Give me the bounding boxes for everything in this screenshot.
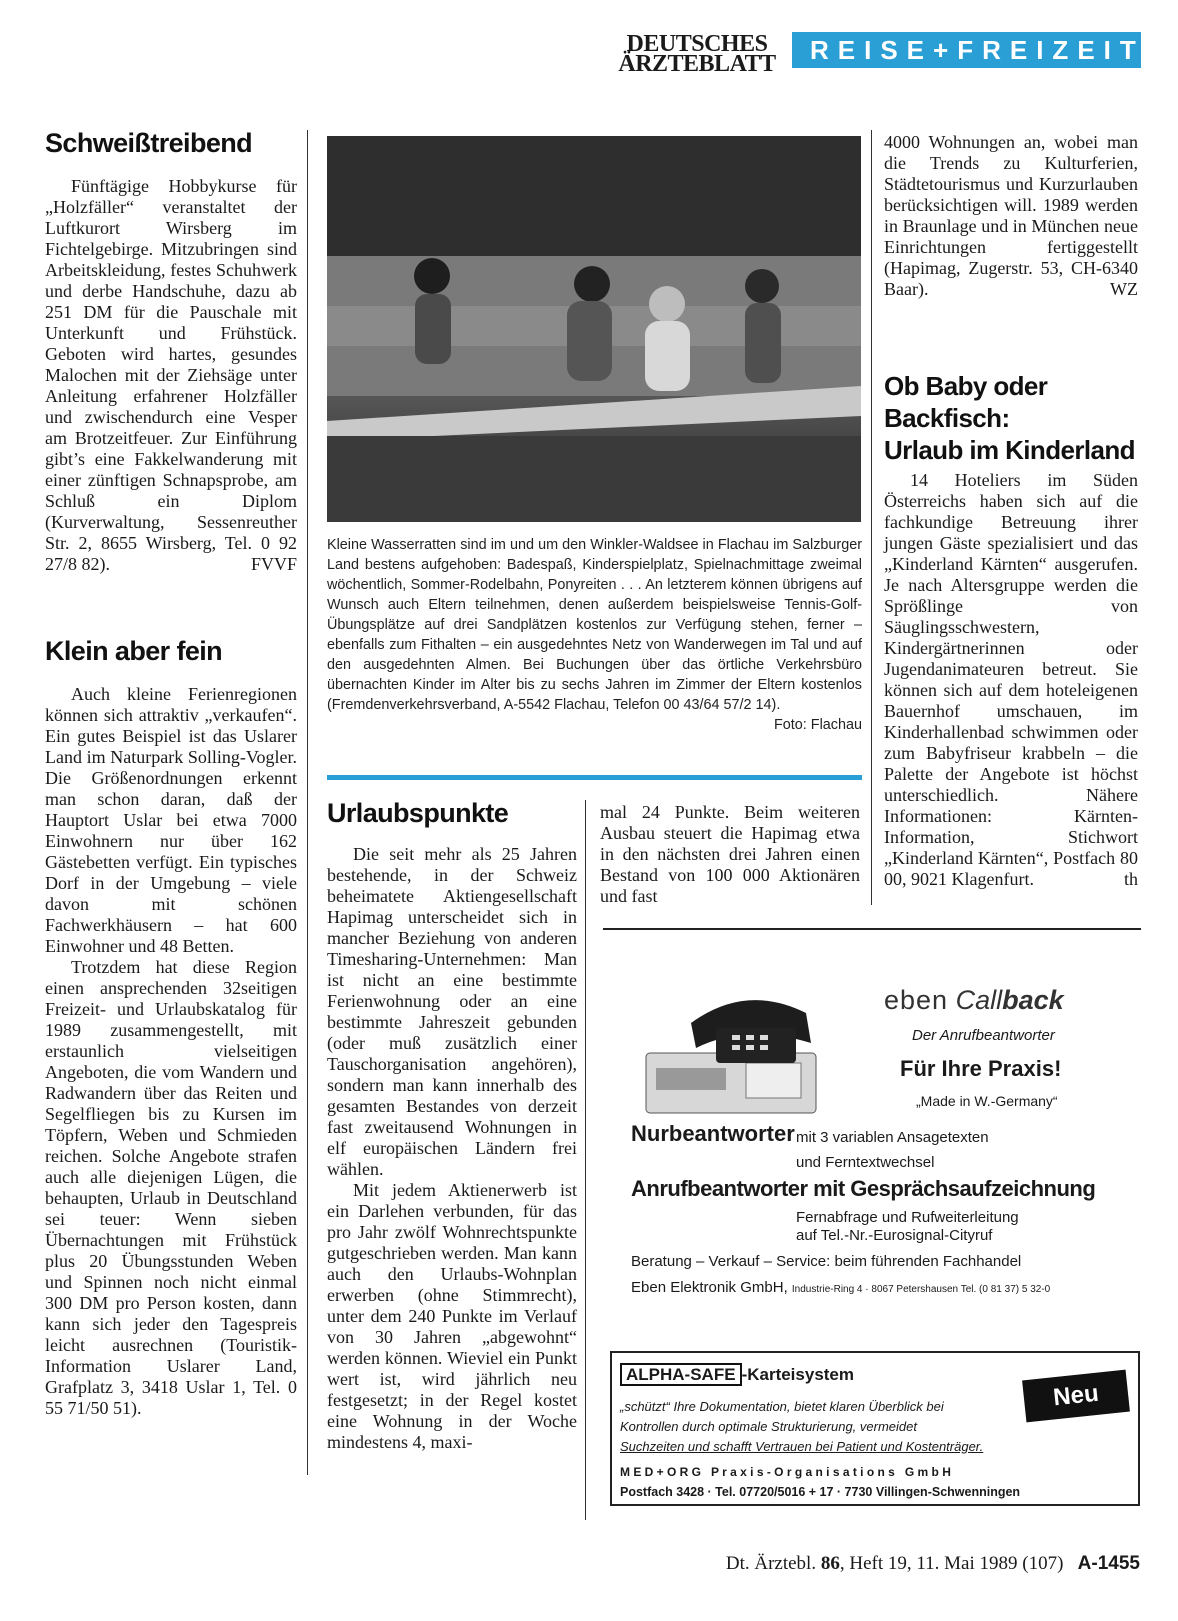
callback-product1-desc: mit 3 variablen Ansagetexten [796,1129,989,1146]
callback-made-in: „Made in W.-Germany“ [916,1093,1058,1109]
column-rule-2 [585,800,586,1520]
callback-service: Beratung – Verkauf – Service: beim führenden Fachhandel [631,1253,1022,1270]
masthead-title: DEUTSCHES ÄRZTEBLATT [618,31,776,77]
article-schweisstreibend-body: Fünftägige Hobbykurse für „Holzfäller“ veranstaltet der Luftkurort Wirsberg im Fichtelgebirge. Mitzubringen sind Arbeitskleidung, festes Schuhwerk und derbe Handschuhe, dazu ab 251 DM für die Pauschale mit Unterkunft und Frühstück. Geboten wird hartes, gesundes Malochen mit der Ziehsäge unter Anleitung erfahrener Holzfäller und zwischendurch eine Vesper am Brotzeitfeuer. Zur Einführung gibt’s eine Fakkelwanderung mit einer zünftigen Schnapsprobe, am Schluß ein Diplom (Kurverwaltung, Sessenreuther Str. 2, 8655 Wirsberg, Tel. 0 92 27/8 82). [45,176,297,574]
callback-logo-eben: eben [884,985,949,1015]
callback-product2: Anrufbeantworter mit Gesprächsaufzeichnung [631,1176,1096,1201]
callback-logo-call: Call [955,985,1003,1015]
article-urlaubspunkte-col3 [884,132,1138,300]
alphasafe-company: M E D + O R G P r a x i s - O r g a n i s a t i o n s G m b H [620,1465,951,1479]
article-klein-p2: Trotzdem hat diese Region einen ansprechenden 32seitigen Freizeit- und Urlaubskatalog für 1989 zusammengestellt, mit erstaunlich vielseitigen Angeboten, die vom Wandern und Radwandern über das Reiten und Segelfliegen bis zu Kursen im Töpfern, Weben und Schmieden reichen. Solche Angebote strafen auch alle diejenigen Lügen, die behaupten, Urlaub in Deutschland sei teuer: Wenn sieben Übernachtungen mit Frühstück plus 20 Übungsstunden Weben und Spinnen noch nicht einmal 300 DM pro Person kosten, dann kann sich jeder den Tagespreis leicht ausrechnen (Touristik-Information Uslarer Land, Grafplatz 3, 3418 Uslar 1, Tel. 0 55 71/50 51). [45,957,297,1418]
heading-schweisstreibend: Schweißtreibend [45,128,253,158]
article-klein-aber-fein [45,684,297,1419]
heading-kinderland-line3: Urlaub im Kinderland [884,435,1135,465]
footer-page-number: A-1455 [1077,1553,1140,1574]
new-badge: Neu [1022,1370,1130,1423]
callback-address: Industrie-Ring 4 · 8067 Petershausen Tel. (0 81 37) 5 32-0 [791,1284,1051,1295]
article-schweisstreibend [45,176,297,575]
ad-divider [603,928,1141,930]
article-urlaubspunkte-col1 [327,844,577,1453]
blue-divider [327,775,862,780]
ad-eben-callback [631,983,1150,1319]
callback-product2-desc: Fernabfrage und Rufweiterleitung [796,1209,1019,1226]
signature-wz: WZ [1110,279,1138,299]
article-kinderland-body: 14 Hoteliers im Süden Österreichs haben sich auf die fachkundige Betreuung ihrer jungen Gäste spezialisiert und das „Kinderland Kärnten“ ausgerufen. Je nach Altersgruppe werden die Sprößlinge von Säuglingsschwestern, Kindergärtnerinnen oder Jugendanimateuren betreut. Sie können sich auf dem hoteleigenen Bauernhof umschauen, im Kinderhallenbad schwimmen oder zum Babyfriseur krabbeln – die Palette der Angebote ist höchst unterschiedlich. Nähere Informationen: Kärnten-Information, Stichwort „Kinderland Kärnten“, Postfach 80 00, 9021 Klagenfurt. [884,470,1138,889]
photo-illustration [327,136,861,522]
callback-product2-desc2: auf Tel.-Nr.-Eurosignal-Cityruf [796,1227,993,1244]
article-kinderland [884,470,1138,890]
callback-product1-desc2: und Ferntextwechsel [796,1154,935,1171]
section-banner: REISE+FREIZEIT [792,32,1141,68]
page-footer [640,1553,1140,1575]
signature-fvvf: FVVF [250,554,297,574]
article-urlaubspunkte-p2: Mit jedem Aktienerwerb ist ein Darlehen verbunden, für das pro Jahr zwölf Wohnrechtspunkte gutgeschrieben werden. Man kann auch den Urlaubs-Wohnplan erwerben (ohne Stimmrecht), unter dem 240 Punkte im Verlauf von 30 Jahren „abgewohnt“ werden können. Wieviel ein Punkt wert ist, wird jährlich neu festgesetzt; in der Regel kostet eine Wohnung in der Woche mindestens 4, maxi- [327,1180,577,1452]
ad-alpha-safe [610,1351,1140,1506]
signature-th: th [1123,869,1138,889]
footer-citation-pre: Dt. Ärztebl. [725,1553,817,1574]
article-klein-p1: Auch kleine Ferienregionen können sich attraktiv „verkaufen“. Ein gutes Beispiel ist das Uslarer Land im Naturpark Solling-Vogler. Die Größenordnungen erkennt man schon daran, daß der Hauptort Uslar bei etwa 7000 Einwohnern nur über 162 Gästebetten verfügt. Ein typisches Dorf in der Umgebung – viele davon mit schönen Fachwerkhäusern – hat 600 Einwohner und 48 Betten. [45,684,297,956]
photo-credit: Foto: Flachau [774,717,862,733]
footer-volume: 86 [820,1553,840,1574]
callback-subtitle: Der Anrufbeantworter [912,1027,1055,1044]
column-rule-1 [307,130,308,1475]
photo-caption [327,535,862,735]
heading-kinderland-line1: Ob Baby oder [884,371,1048,401]
column-rule-3 [871,130,872,905]
photo-caption-text: Kleine Wasserratten sind im und um den Winkler-Waldsee in Flachau im Salzburger Land bestens aufgehoben: Badespaß, Kinderspielplatz, Spielnachmittage zweimal wöchentlich, Sommer-Rodelbahn, Ponyreiten . . . An letzterem können übrigens auf Wunsch auch Eltern teilnehmen, denen außerdem beispielsweise Tennis-Golf-Übungsplätze auf drei Sandplätzen kostenlos zur Verfügung stehen, ferner – ebenfalls zum Fithalten – ein ausgedehntes Netz von Wanderwegen im Tal und auf den ausgedehnten Almen. Bei Buchungen über das örtliche Verkehrsbüro übernachten Kinder im Alter bis zu sechs Jahren im Zimmer der Eltern kostenlos (Fremdenverkehrsverband, A-5542 Flachau, Telefon 00 43/64 57/2 14). [327,537,862,713]
alphasafe-line3: Suchzeiten und schafft Vertrauen bei Patient und Kostenträger. [620,1439,984,1454]
callback-product1: Nurbeantworter [631,1121,795,1146]
heading-kinderland [884,370,1144,466]
heading-urlaubspunkte: Urlaubspunkte [327,798,509,828]
callback-headline: Für Ihre Praxis! [900,1056,1062,1081]
article-urlaubspunkte-p3: mal 24 Punkte. Beim weiteren Ausbau steuert die Hapimag etwa in den nächsten drei Jahren einen Bestand von 100 000 Aktionären und fast [600,802,860,906]
alphasafe-brand: ALPHA-SAFE [620,1363,742,1386]
heading-kinderland-line2: Backfisch: [884,403,1010,433]
article-urlaubspunkte-p4: 4000 Wohnungen an, wobei man die Trends zu Kulturferien, Städtetourismus und Kurzurlauben berücksichtigen will. 1989 werden in Braunlage und in München neue Einrichtungen fertiggestellt (Hapimag, Zugerstr. 53, CH-6340 Baar). [884,132,1138,299]
photo-children-lake [327,136,861,522]
alphasafe-title [620,1365,854,1385]
answering-machine-illustration [636,983,856,1123]
alphasafe-address: Postfach 3428 · Tel. 07720/5016 + 17 · 7730 Villingen-Schwenningen [620,1485,1021,1499]
callback-logo-back: back [1002,985,1064,1015]
alphasafe-line1: „schützt“ Ihre Dokumentation, bietet klaren Überblick bei [620,1399,944,1414]
callback-company: Eben Elektronik GmbH, [631,1279,788,1296]
footer-citation-post: , Heft 19, 11. Mai 1989 (107) [839,1553,1064,1574]
callback-company-line [631,1279,1050,1296]
callback-logo [884,985,1064,1016]
heading-klein-aber-fein: Klein aber fein [45,636,223,666]
alphasafe-product: -Karteisystem [741,1365,855,1384]
article-urlaubspunkte-p1: Die seit mehr als 25 Jahren bestehende, in der Schweiz beheimatete Aktiengesellschaft Hapimag unterscheidet sich in mancher Beziehung von anderen Timesharing-Unternehmen: Man ist nicht an eine bestimmte Ferienwohnung oder an eine bestimmte Jahreszeit gebunden (oder muß zusätzlich einer Tauschorganisation angehören), sondern man kann innerhalb des gesamten Bestandes von derzeit fast zweitausend Wohnungen in elf europäischen Ländern frei wählen. [327,844,577,1179]
alphasafe-line2: Kontrollen durch optimale Strukturierung, vermeidet [620,1419,917,1434]
article-urlaubspunkte-col2 [600,802,860,907]
